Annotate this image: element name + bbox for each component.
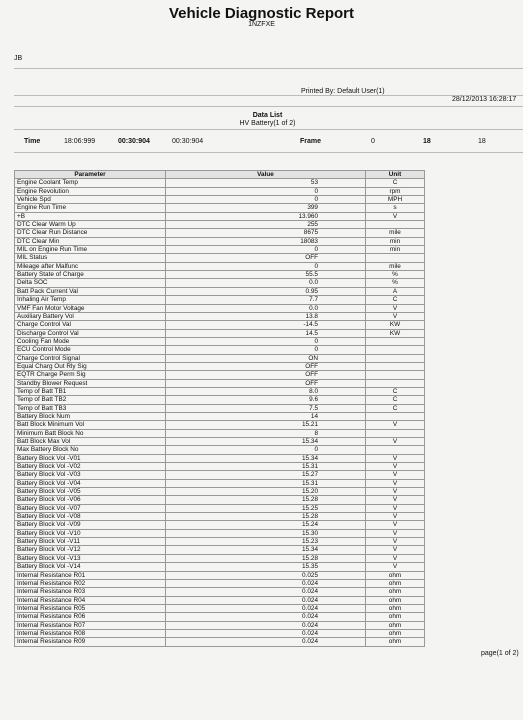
value-cell: 55.5 [166, 271, 366, 279]
parameter-cell: Discharge Control Val [15, 329, 166, 337]
value-cell: 0.024 [166, 579, 366, 587]
parameter-cell: Temp of Batt TB1 [15, 387, 166, 395]
value-cell: 0.024 [166, 638, 366, 646]
value-cell: 8 [166, 429, 366, 437]
value-cell: 0 [166, 246, 366, 254]
table-row [15, 604, 425, 612]
value-cell: ON [166, 354, 366, 362]
table-row [15, 304, 425, 312]
value-cell: 0.024 [166, 613, 366, 621]
unit-cell [366, 254, 425, 262]
table-row [15, 221, 425, 229]
value-cell: 15.35 [166, 563, 366, 571]
parameter-cell: MIL on Engine Run Time [15, 246, 166, 254]
unit-cell [366, 429, 425, 437]
table-row [15, 596, 425, 604]
value-cell: 7.5 [166, 404, 366, 412]
unit-cell [366, 221, 425, 229]
unit-cell: V [366, 312, 425, 320]
value-cell: 0.024 [166, 604, 366, 612]
value-cell: 15.27 [166, 471, 366, 479]
value-cell: OFF [166, 371, 366, 379]
unit-cell: ohm [366, 604, 425, 612]
value-cell: OFF [166, 362, 366, 370]
table-row [15, 546, 425, 554]
unit-cell: ohm [366, 579, 425, 587]
unit-cell: ohm [366, 613, 425, 621]
table-row [15, 538, 425, 546]
unit-cell [366, 346, 425, 354]
unit-cell: C [366, 179, 425, 187]
parameter-cell: Battery Block Vol -V12 [15, 546, 166, 554]
table-row [15, 438, 425, 446]
parameter-cell: Equal Charg Out Rly Sig [15, 362, 166, 370]
unit-cell: V [366, 546, 425, 554]
report-title: Vehicle Diagnostic Report [168, 5, 355, 22]
parameter-cell: Batt Pack Current Val [15, 287, 166, 295]
parameter-cell: EQTR Charge Perm Sig [15, 371, 166, 379]
unit-cell [366, 412, 425, 420]
table-row [15, 329, 425, 337]
parameter-cell: Battery Block Vol -V01 [15, 454, 166, 462]
parameter-cell: Internal Resistance R01 [15, 571, 166, 579]
value-cell: 399 [166, 204, 366, 212]
table-row [15, 321, 425, 329]
value-cell: OFF [166, 379, 366, 387]
table-row [15, 496, 425, 504]
table-row [15, 471, 425, 479]
print-datetime: 28/12/2013 16:28:17 [452, 96, 517, 103]
table-row [15, 312, 425, 320]
value-cell: 0.95 [166, 287, 366, 295]
unit-cell [366, 446, 425, 454]
unit-cell: V [366, 488, 425, 496]
unit-cell: C [366, 387, 425, 395]
value-cell: 0 [166, 337, 366, 345]
parameter-cell: Temp of Batt TB3 [15, 404, 166, 412]
value-cell: 15.25 [166, 504, 366, 512]
table-row [15, 254, 425, 262]
unit-cell: V [366, 538, 425, 546]
value-cell: 15.31 [166, 463, 366, 471]
parameter-cell: DTC Clear Run Distance [15, 229, 166, 237]
frame-label: Frame [300, 138, 322, 145]
value-cell: 0 [166, 196, 366, 204]
parameter-cell: Max Battery Block No [15, 446, 166, 454]
divider-printed [14, 95, 523, 96]
unit-cell [366, 354, 425, 362]
unit-cell: KW [366, 329, 425, 337]
table-row [15, 621, 425, 629]
table-row [15, 488, 425, 496]
unit-cell: A [366, 287, 425, 295]
value-cell: 15.28 [166, 496, 366, 504]
table-row [15, 429, 425, 437]
unit-cell: ohm [366, 588, 425, 596]
table-row [15, 554, 425, 562]
table-row [15, 463, 425, 471]
table-row [15, 371, 425, 379]
parameter-cell: Standby Blower Request [15, 379, 166, 387]
parameter-cell: Battery Block Vol -V13 [15, 554, 166, 562]
unit-cell: mile [366, 229, 425, 237]
unit-cell: s [366, 204, 425, 212]
data-list-table [14, 170, 425, 647]
table-row [15, 196, 425, 204]
value-cell: 15.31 [166, 479, 366, 487]
parameter-cell: Internal Resistance R03 [15, 588, 166, 596]
value-cell: OFF [166, 254, 366, 262]
parameter-cell: Charge Control Val [15, 321, 166, 329]
value-cell: 15.34 [166, 454, 366, 462]
printed-by: Printed By: Default User(1) [301, 88, 385, 95]
unit-cell: ohm [366, 621, 425, 629]
parameter-cell: Charge Control Signal [15, 354, 166, 362]
table-row [15, 337, 425, 345]
elapsed-value: 00:30:904 [172, 138, 204, 145]
value-cell: 0.0 [166, 304, 366, 312]
table-row [15, 521, 425, 529]
parameter-cell: Battery Block Vol -V11 [15, 538, 166, 546]
table-row [15, 279, 425, 287]
table-row [15, 396, 425, 404]
parameter-cell: Battery Block Vol -V08 [15, 513, 166, 521]
table-header-row [15, 171, 425, 179]
unit-cell: V [366, 521, 425, 529]
value-cell: 0 [166, 187, 366, 195]
divider-timeline [14, 152, 523, 153]
unit-cell: KW [366, 321, 425, 329]
divider-datalist [14, 129, 523, 130]
divider-datetime [14, 106, 523, 107]
table-row [15, 204, 425, 212]
unit-cell: V [366, 304, 425, 312]
unit-cell: % [366, 271, 425, 279]
parameter-cell: Internal Resistance R08 [15, 629, 166, 637]
user-initials: JB [14, 55, 23, 62]
value-cell: 15.23 [166, 538, 366, 546]
value-cell: 15.34 [166, 438, 366, 446]
parameter-cell: Engine Coolant Temp [15, 179, 166, 187]
unit-cell: ohm [366, 596, 425, 604]
time-label: Time [24, 138, 41, 145]
unit-cell: rpm [366, 187, 425, 195]
parameter-cell: Auxiliary Battery Vol [15, 312, 166, 320]
table-row [15, 346, 425, 354]
unit-cell: ohm [366, 629, 425, 637]
data-list-title: Data List [252, 112, 283, 119]
table-row [15, 262, 425, 270]
parameter-cell: DTC Clear Min [15, 237, 166, 245]
table-row [15, 421, 425, 429]
table-row [15, 513, 425, 521]
value-cell: 15.24 [166, 521, 366, 529]
table-row [15, 387, 425, 395]
unit-cell: V [366, 563, 425, 571]
page-number: page(1 of 2) [481, 650, 519, 657]
unit-cell: C [366, 396, 425, 404]
header-unit: Unit [366, 171, 425, 179]
header-value: Value [166, 171, 366, 179]
value-cell: 18083 [166, 237, 366, 245]
table-row [15, 187, 425, 195]
unit-cell: V [366, 529, 425, 537]
unit-cell: min [366, 237, 425, 245]
value-cell: 15.34 [166, 546, 366, 554]
table-row [15, 362, 425, 370]
unit-cell: V [366, 438, 425, 446]
table-row [15, 229, 425, 237]
table-row [15, 454, 425, 462]
table-row [15, 613, 425, 621]
unit-cell: ohm [366, 571, 425, 579]
value-cell: 8.0 [166, 387, 366, 395]
unit-cell [366, 379, 425, 387]
value-cell: 15.30 [166, 529, 366, 537]
value-cell: 0 [166, 262, 366, 270]
table-row [15, 446, 425, 454]
time-value: 18:06:999 [64, 138, 96, 145]
value-cell: 14 [166, 412, 366, 420]
table-row [15, 588, 425, 596]
parameter-cell: Batt Block Max Vol [15, 438, 166, 446]
parameter-cell: Temp of Batt TB2 [15, 396, 166, 404]
parameter-cell: Engine Revolution [15, 187, 166, 195]
parameter-cell: Internal Resistance R06 [15, 613, 166, 621]
frame-total: 18 [478, 138, 486, 145]
parameter-cell: Battery Block Vol -V05 [15, 488, 166, 496]
parameter-cell: Vehicle Spd [15, 196, 166, 204]
value-cell: 14.5 [166, 329, 366, 337]
report-subtitle: 1NZFXE [248, 21, 275, 28]
parameter-cell: Minimum Batt Block No [15, 429, 166, 437]
value-cell: 0.024 [166, 596, 366, 604]
unit-cell: C [366, 404, 425, 412]
table-row [15, 237, 425, 245]
unit-cell: V [366, 454, 425, 462]
value-cell: -14.5 [166, 321, 366, 329]
table-row [15, 629, 425, 637]
table-row [15, 638, 425, 646]
parameter-cell: ECU Control Mode [15, 346, 166, 354]
parameter-cell: Battery Block Vol -V02 [15, 463, 166, 471]
table-row [15, 246, 425, 254]
unit-cell: ohm [366, 638, 425, 646]
parameter-cell: VMF Fan Motor Voltage [15, 304, 166, 312]
unit-cell: V [366, 421, 425, 429]
parameter-cell: Internal Resistance R09 [15, 638, 166, 646]
value-cell: 15.21 [166, 421, 366, 429]
table-row [15, 271, 425, 279]
value-cell: 9.6 [166, 396, 366, 404]
table-row [15, 529, 425, 537]
unit-cell [366, 362, 425, 370]
unit-cell: MPH [366, 196, 425, 204]
value-cell: 0 [166, 346, 366, 354]
parameter-cell: Battery Block Vol -V09 [15, 521, 166, 529]
value-cell: 0.024 [166, 588, 366, 596]
table-row [15, 354, 425, 362]
parameter-cell: Battery Block Vol -V06 [15, 496, 166, 504]
value-cell: 0.024 [166, 629, 366, 637]
parameter-cell: Mileage after Malfunc [15, 262, 166, 270]
value-cell: 7.7 [166, 296, 366, 304]
unit-cell: V [366, 471, 425, 479]
value-cell: 8675 [166, 229, 366, 237]
value-cell: 13.960 [166, 212, 366, 220]
unit-cell: V [366, 496, 425, 504]
parameter-cell: +B [15, 212, 166, 220]
value-cell: 15.20 [166, 488, 366, 496]
unit-cell: V [366, 513, 425, 521]
parameter-cell: Battery Block Vol -V04 [15, 479, 166, 487]
value-cell: 0.024 [166, 621, 366, 629]
unit-cell: % [366, 279, 425, 287]
parameter-cell: Cooling Fan Mode [15, 337, 166, 345]
header-parameter: Parameter [15, 171, 166, 179]
frame-value: 0 [371, 138, 375, 145]
table-row [15, 504, 425, 512]
value-cell: 15.28 [166, 554, 366, 562]
parameter-cell: Engine Run Time [15, 204, 166, 212]
table-row [15, 212, 425, 220]
parameter-cell: Batt Block Minimum Vol [15, 421, 166, 429]
value-cell: 15.28 [166, 513, 366, 521]
parameter-cell: Battery Block Num [15, 412, 166, 420]
parameter-cell: Battery Block Vol -V07 [15, 504, 166, 512]
unit-cell [366, 371, 425, 379]
value-cell: 13.8 [166, 312, 366, 320]
unit-cell [366, 337, 425, 345]
divider-top [14, 68, 523, 69]
table-row [15, 379, 425, 387]
unit-cell: V [366, 212, 425, 220]
parameter-cell: Internal Resistance R04 [15, 596, 166, 604]
parameter-cell: Inhaling Air Temp [15, 296, 166, 304]
unit-cell: min [366, 246, 425, 254]
table-row [15, 179, 425, 187]
unit-cell: C [366, 296, 425, 304]
parameter-cell: Battery Block Vol -V14 [15, 563, 166, 571]
table-row [15, 296, 425, 304]
table-row [15, 563, 425, 571]
parameter-cell: Internal Resistance R02 [15, 579, 166, 587]
unit-cell: mile [366, 262, 425, 270]
unit-cell: V [366, 463, 425, 471]
table-row [15, 287, 425, 295]
value-cell: 255 [166, 221, 366, 229]
parameter-cell: Battery Block Vol -V10 [15, 529, 166, 537]
parameter-cell: Battery State of Charge [15, 271, 166, 279]
parameter-cell: Delta SOC [15, 279, 166, 287]
data-list-subtitle: HV Battery(1 of 2) [239, 120, 296, 127]
value-cell: 53 [166, 179, 366, 187]
table-row [15, 579, 425, 587]
elapsed-bold: 00:30:904 [118, 138, 150, 145]
table-row [15, 479, 425, 487]
table-row [15, 404, 425, 412]
parameter-cell: MIL Status [15, 254, 166, 262]
value-cell: 0.0 [166, 279, 366, 287]
value-cell: 0.025 [166, 571, 366, 579]
frame-bold: 18 [423, 138, 431, 145]
unit-cell: V [366, 504, 425, 512]
table-row [15, 412, 425, 420]
table-row [15, 571, 425, 579]
parameter-cell: Internal Resistance R07 [15, 621, 166, 629]
parameter-cell: Battery Block Vol -V03 [15, 471, 166, 479]
parameter-cell: Internal Resistance R05 [15, 604, 166, 612]
unit-cell: V [366, 479, 425, 487]
parameter-cell: DTC Clear Warm Up [15, 221, 166, 229]
unit-cell: V [366, 554, 425, 562]
value-cell: 0 [166, 446, 366, 454]
